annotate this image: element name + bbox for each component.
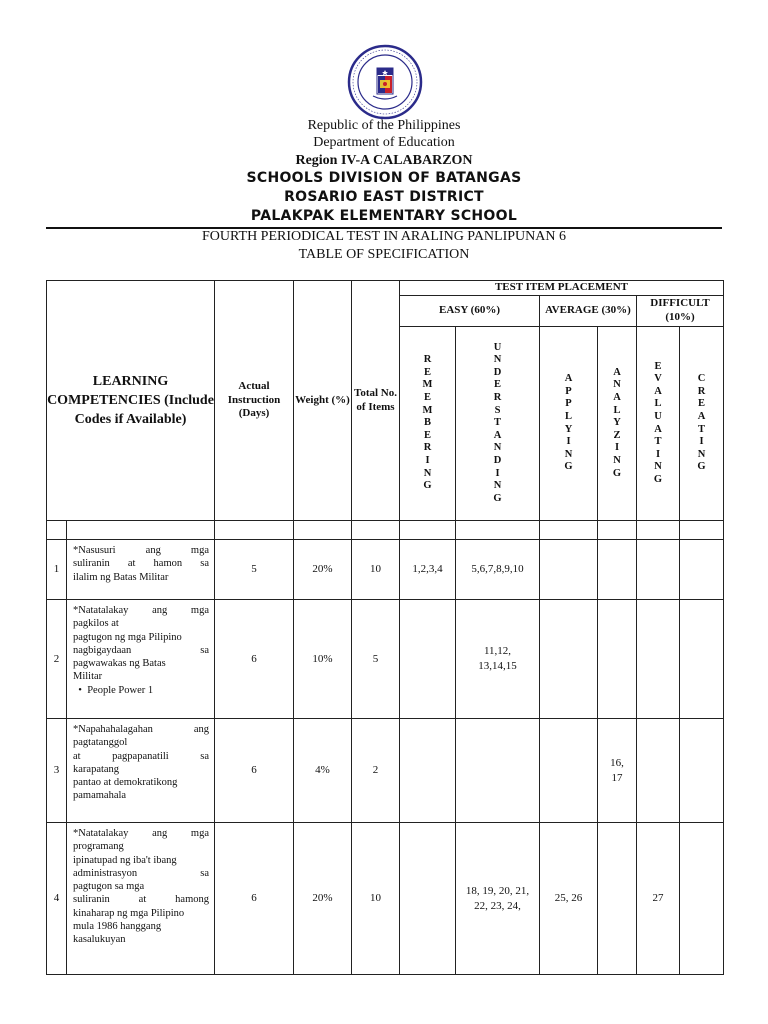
analyzing-items: 16, 17 (598, 719, 637, 823)
header-department: Department of Education (313, 135, 455, 150)
weight-value: 20% (294, 823, 352, 975)
total-items: 5 (352, 600, 400, 719)
weight-value: 20% (294, 540, 352, 600)
analyzing-items (598, 600, 637, 719)
header-weight: Weight (%) (294, 281, 352, 521)
competency-text: *Napahahalagahan ang pagtatanggol at pagpapanatili sa karapatang pantao at demokratikong pamamahala (67, 719, 215, 823)
total-items: 10 (352, 823, 400, 975)
competency-text: *Natatalakay ang mga programang ipinatupad ng iba't ibang administrasyon sa pagtugon sa mga suliranin at hamong kinaharap ng mga Pilipino mula 1986 hanggang kasalukuyan (67, 823, 215, 975)
applying-items: 25, 26 (540, 823, 598, 975)
applying-items (540, 540, 598, 600)
understanding-items (456, 719, 540, 823)
understanding-items: 11,12, 13,14,15 (456, 600, 540, 719)
header-easy: EASY (60%) (400, 296, 540, 327)
instruction-days: 6 (215, 719, 294, 823)
creating-items (680, 823, 724, 975)
row-number: 4 (47, 823, 67, 975)
creating-items (680, 719, 724, 823)
header-evaluating: E V A L U A T I N G (637, 327, 680, 521)
understanding-items: 5,6,7,8,9,10 (456, 540, 540, 600)
header-republic: Republic of the Philippines (307, 118, 461, 133)
row-number: 2 (47, 600, 67, 719)
weight-value: 4% (294, 719, 352, 823)
deped-seal-logo (347, 44, 423, 120)
evaluating-items (637, 719, 680, 823)
table-row (47, 823, 724, 975)
header-applying: A P P L Y I N G (540, 327, 598, 521)
header-division: SCHOOLS DIVISION OF BATANGAS (246, 170, 522, 186)
header-instruction: Actual Instruction (Days) (215, 281, 294, 521)
instruction-days: 6 (215, 823, 294, 975)
instruction-days: 5 (215, 540, 294, 600)
understanding-items: 18, 19, 20, 21, 22, 23, 24, (456, 823, 540, 975)
competency-text: *Nasusuri ang mga suliranin at hamon sa ilalim ng Batas Militar (67, 540, 215, 600)
table-row (47, 719, 724, 823)
creating-items (680, 540, 724, 600)
evaluating-items (637, 600, 680, 719)
analyzing-items (598, 823, 637, 975)
header-creating: C R E A T I N G (680, 327, 724, 521)
table-row (47, 600, 724, 719)
table-row (47, 540, 724, 600)
header-difficult: DIFFICULT (10%) (637, 296, 724, 327)
total-items: 10 (352, 540, 400, 600)
header-district: ROSARIO EAST DISTRICT (284, 189, 484, 205)
total-items: 2 (352, 719, 400, 823)
instruction-days: 6 (215, 600, 294, 719)
weight-value: 10% (294, 600, 352, 719)
applying-items (540, 600, 598, 719)
remembering-items (400, 719, 456, 823)
analyzing-items (598, 540, 637, 600)
header-competencies: LEARNING COMPETENCIES (Include Codes if Available) (47, 281, 215, 521)
test-title: FOURTH PERIODICAL TEST IN ARALING PANLIPUNAN 6 (202, 229, 566, 244)
specification-table (46, 280, 724, 975)
header-average: AVERAGE (30%) (540, 296, 637, 327)
header-total-items: Total No. of Items (352, 281, 400, 521)
row-number: 3 (47, 719, 67, 823)
competency-text: *Natatalakay ang mga pagkilos at pagtugon ng mga Pilipino nagbigaydaan sa pagwawakas ng Batas Militar • People Power 1 (67, 600, 215, 719)
header-school: PALAKPAK ELEMENTARY SCHOOL (250, 208, 518, 224)
competency-bullet: • People Power 1 (73, 684, 154, 696)
evaluating-items (637, 540, 680, 600)
table-title: TABLE OF SPECIFICATION (298, 247, 470, 262)
applying-items (540, 719, 598, 823)
header-region: Region IV-A CALABARZON (295, 153, 473, 168)
evaluating-items: 27 (637, 823, 680, 975)
spacer-row (47, 521, 724, 540)
remembering-items (400, 823, 456, 975)
header-analyzing: A N A L Y Z I N G (598, 327, 637, 521)
row-number: 1 (47, 540, 67, 600)
header-understanding: U N D E R S T A N D I N G (456, 327, 540, 521)
creating-items (680, 600, 724, 719)
remembering-items (400, 600, 456, 719)
remembering-items: 1,2,3,4 (400, 540, 456, 600)
header-test-item-placement: TEST ITEM PLACEMENT (400, 281, 724, 296)
header-remembering: R E M E M B E R I N G (400, 327, 456, 521)
